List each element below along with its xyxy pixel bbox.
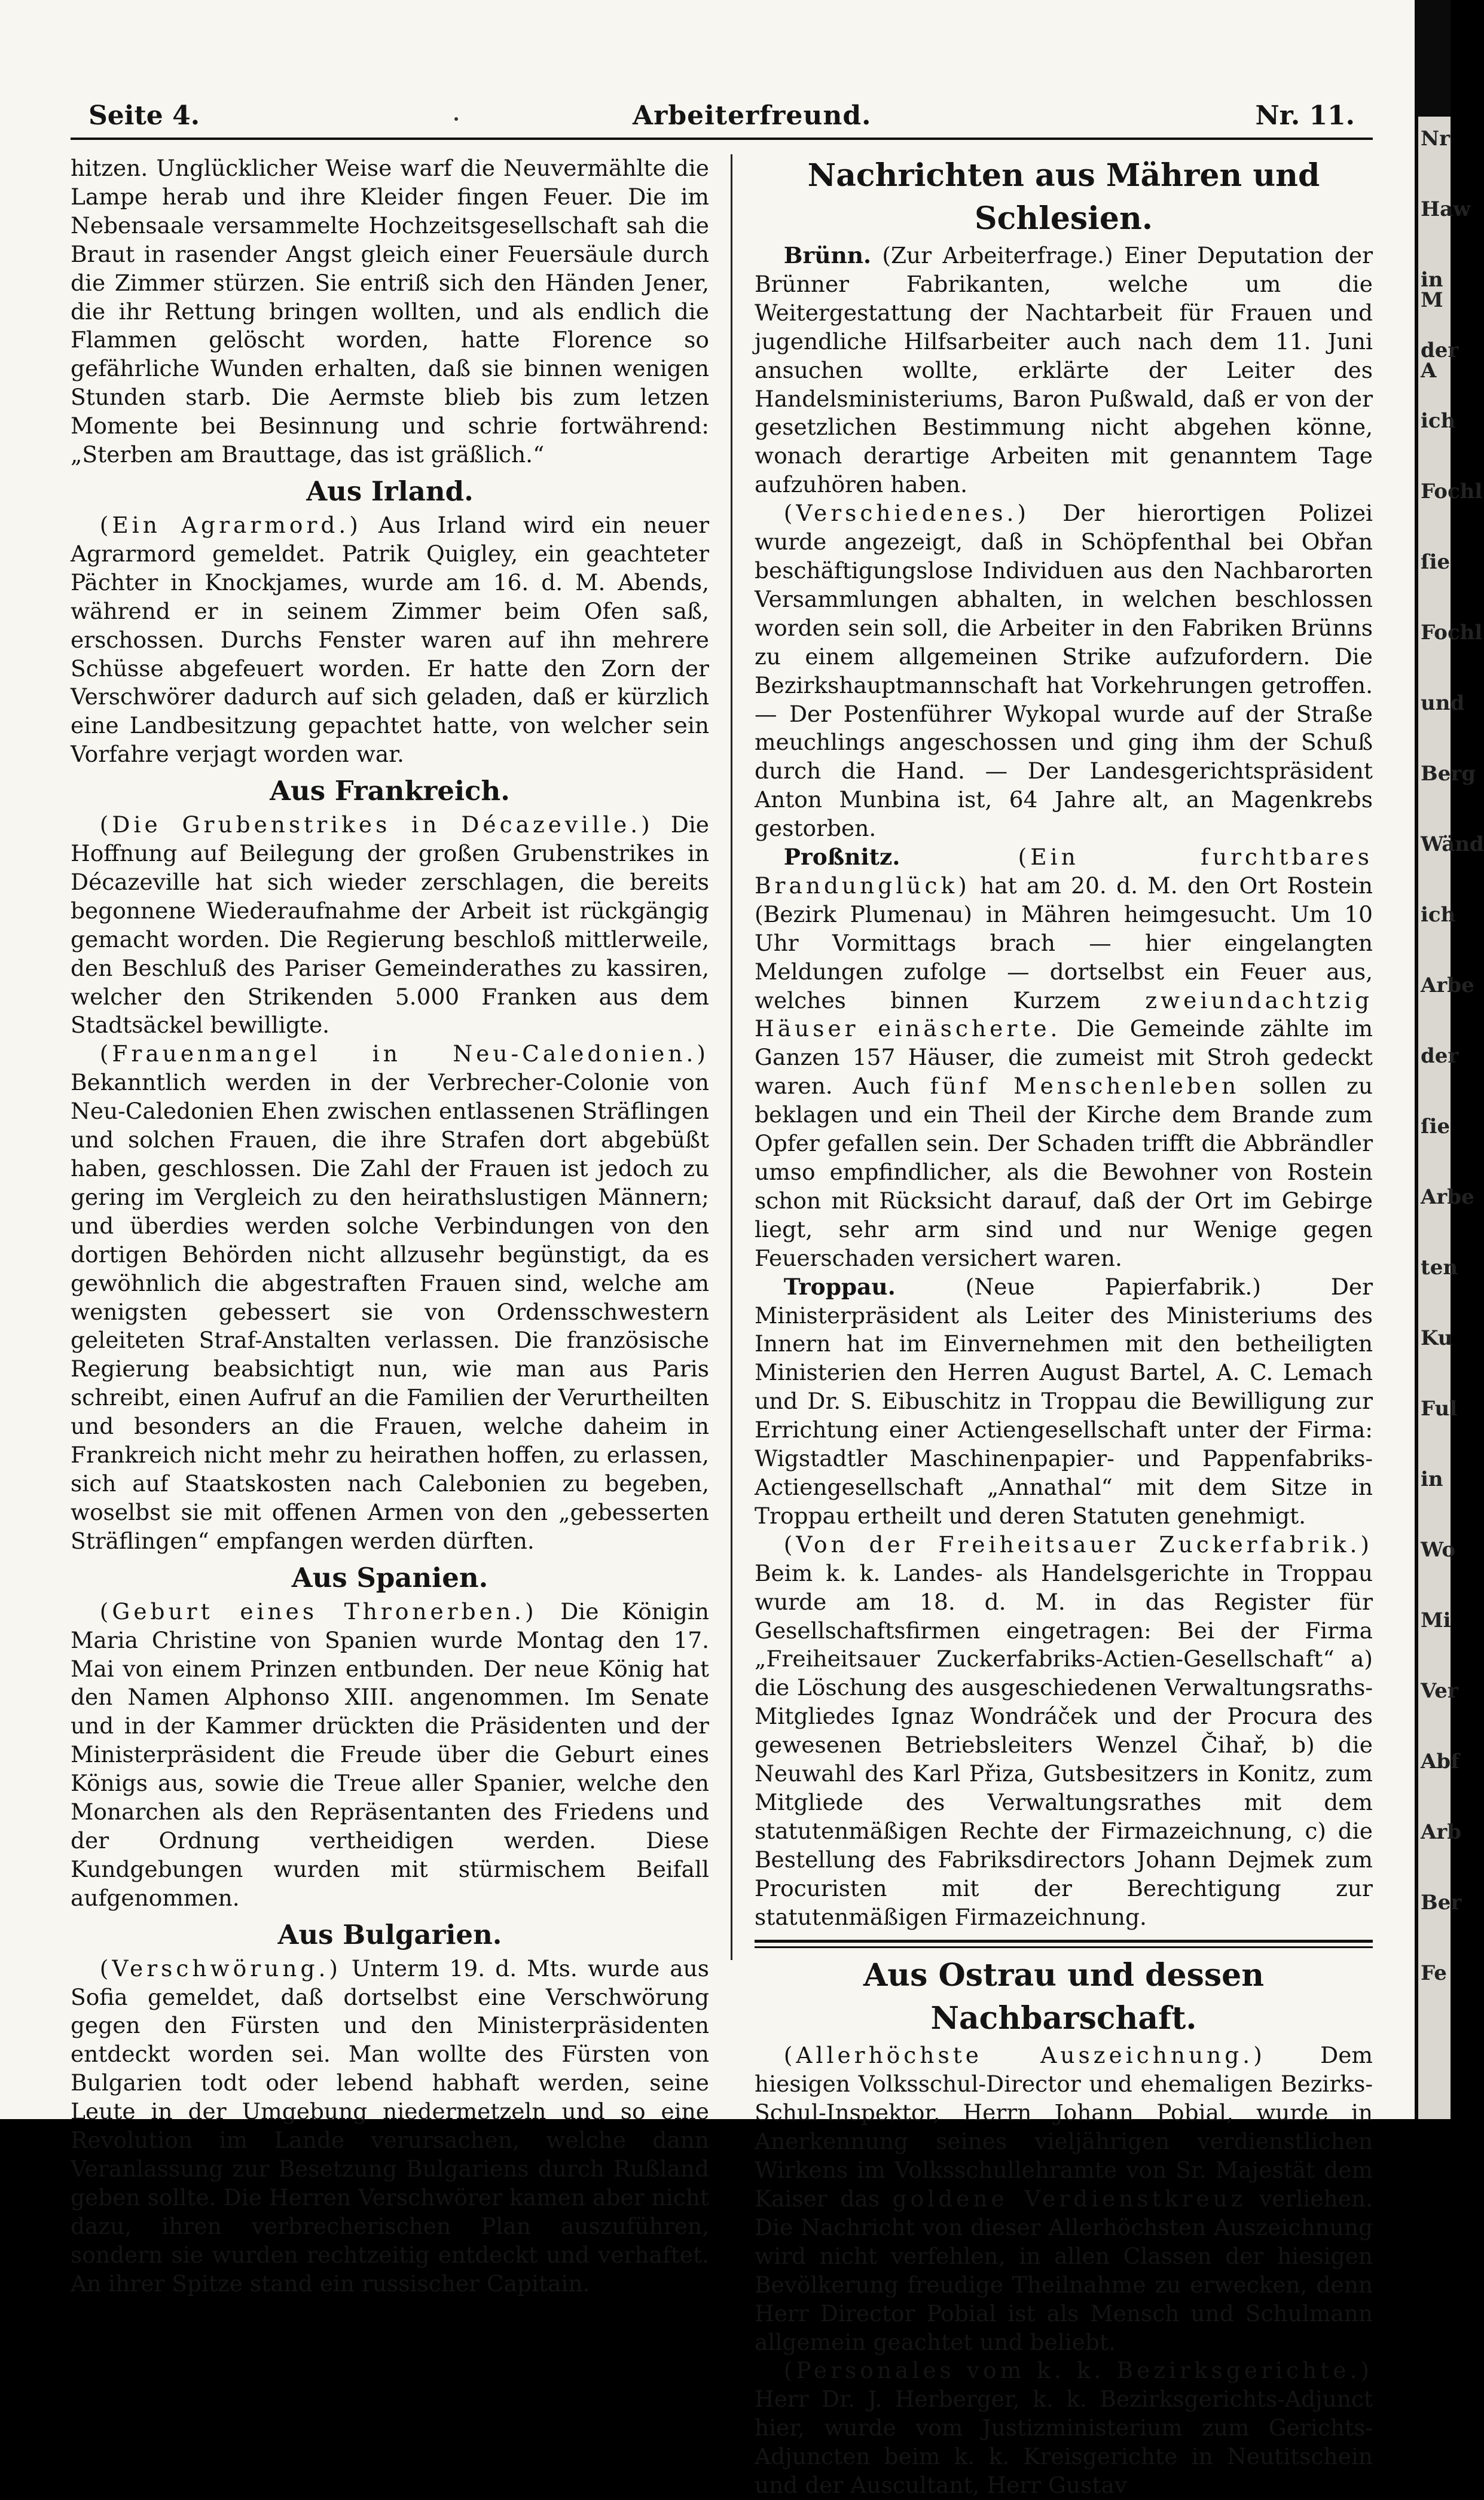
section-heading-bulgarien: Aus Bulgarien. — [277, 1918, 502, 1950]
adjacent-page-word: Berg — [1421, 762, 1476, 786]
right-column — [755, 154, 1373, 2499]
article-continuation: hitzen. Unglücklicher Weise warf die Neuvermählte die Lampe herab und ihre Kleider fingen Feuer. Die im Nebensaale versammelte Hochzeitsgesellschaft sah die Braut in rasender Angst gleich einer Feuersäule durch die Zimmer stürzen. Sie entriß sich den Händen Jener, die ihr Rettung bringen wollten, und als endlich die Flammen gelöscht worden, hatte Florence so gefährliche Wunden erhalten, daß sie binnen wenigen Stunden starb. Die Aermste blieb bis zum letzen Momente bei Besinnung und schrie fortwährend: „Sterben am Brauttage, das ist gräßlich.“ — [71, 155, 709, 468]
article-lead: (Frauenmangel in Neu-Caledonien.) — [99, 1040, 709, 1067]
article-auszeichnung — [755, 2041, 1373, 2356]
article-frauenmangel — [71, 1040, 709, 1555]
section-heading-spanien: Aus Spanien. — [291, 1561, 488, 1594]
adjacent-page-word: Mi — [1421, 1608, 1451, 1632]
adjacent-page-word: ich — [1421, 409, 1456, 433]
article-body: Herr Dr. J. Herberger, k. k. Bezirksgerichts-Adjunct hier, wurde vom Justizministerium zum Gerichts-Adjuncten beim k. k. Kreisgerichte in Neutitschein und der Auscultant, Herr Gustav — [755, 2386, 1373, 2499]
article-body: Die Hoffnung auf Beilegung der großen Grubenstrikes in Décazeville hat sich wieder zerschlagen, die bereits begonnene Wiederaufnahme der Arbeit ist rückgängig gemacht worden. Die Regierung beschloß mittlerweile, den Beschluß des Pariser Gemeinderathes zu kassiren, welcher den Strikenden 5.000 Franken aus dem Stadtsäckel bewilligte. — [71, 811, 710, 1039]
article-lead: (Verschwörung.) — [99, 1955, 341, 1982]
article-troppau — [755, 1273, 1373, 1531]
article-lead: (Zur Arbeiterfrage.) — [882, 242, 1113, 268]
article-body: Beim k. k. Landes- als Handelsgerichte in Troppau wurde am 18. d. M. in das Register für Gesellschaftsfirmen eingetragen: Bei der Firma „Freiheitsauer Zuckerfabriks-Actien-Gesellschaft“ a) die Löschung des ausgeschiedenen Verwaltungsraths-Mitgliedes Ignaz Wondráček und der Procura des gewesenen Betriebsleiters Wenzel Čihař, b) die Neuwahl des Karl Přiza, Gutsbesitzers in Konitz, zum Mitgliede des Verwaltungsrathes mit dem statutenmäßigen Rechte der Firmazeichnung, c) die Bestellung des Fabriksdirectors Johann Dejmek zum Procuristen mit der Berechtigung zur statutenmäßigen Firmazeichnung. — [755, 1559, 1373, 1930]
article-body: Der hierortigen Polizei wurde angezeigt, daß in Schöpfenthal bei Obřan beschäftigungslose Individuen aus den Nachbarorten Versammlungen abhalten, in welchen beschlossen worden sein soll, die Arbeiter in den Fabriken Brünns zu einem allgemeinen Strike aufzufordern. Die Bezirkshauptmannschaft hat Vorkehrungen getroffen. — Der Postenführer Wykopal wurde auf der Straße meuchlings angeschossen und ging ihm der Schuß durch die Hand. — Der Landesgerichtspräsident Anton Munbina ist, 64 Jahre alt, an Magenkrebs gestorben. — [755, 500, 1373, 842]
page-number: Seite 4. — [88, 100, 200, 131]
article-body: verliehen. Die Nachricht von dieser Allerhöchsten Auszeichnung wird nicht verfehlen, in allen Classen der hiesigen Bevölkerung freudige Theilnahme zu erwecken, denn Herr Director Pobial ist als Mensch und Schulmann allgemein geachtet und beliebt. — [755, 2185, 1373, 2355]
adjacent-page-word: Wänd — [1421, 832, 1484, 856]
adjacent-page-word: Ku — [1421, 1326, 1453, 1350]
adjacent-page-word: ſie — [1421, 1115, 1451, 1138]
article-lead: (Allerhöchste Auszeichnung.) — [783, 2042, 1266, 2069]
issue-number: Nr. 11. — [1255, 100, 1355, 131]
article-personales — [755, 2356, 1373, 2500]
article-body: Unterm 19. d. Mts. wurde aus Sofia gemeldet, daß dortselbst eine Verschwörung gegen den Fürsten und den Ministerpräsidenten entdeckt worden sei. Man wollte des Fürsten von Bulgarien todt oder lebend habhaft werden, seine Leute in der Umgebung niedermetzeln und so eine Revolution im Lande verursachen, welche dann Veranlassung zur Besetzung Bulgariens durch Rußland geben sollte. Die Herren Verschwörer kamen aber nicht dazu, ihren verbrecherischen Plan auszuführen, sondern sie wurden rechtzeitig entdeckt und verhaftet. An ihrer Spitze stand ein russischer Capitain. — [71, 1955, 709, 2297]
section-double-rule — [755, 1940, 1373, 1948]
article-lead: (Verschiedenes.) — [783, 500, 1030, 527]
article-verschwoerung — [71, 1955, 709, 2298]
page-header — [71, 100, 1373, 140]
article-agrarmord — [71, 511, 709, 769]
article-bruenn — [755, 242, 1373, 499]
article-body: Bekanntlich werden in der Verbrecher-Colonie von Neu-Caledonien Ehen zwischen entlassenen Sträflingen und solchen Frauen, die ihre Strafen dort abgebüßt haben, geschlossen. Die Zahl der Frauen ist jedoch zu gering im Vergleich zu den heirathslustigen Männern; und überdies werden solche Verbindungen von den dortigen Behörden nicht allzusehr begünstigt, da es gewöhnlich die abgestraften Frauen sind, welche am wenigsten gebessert sie von Ordensschwestern geleiteten Straf-Anstalten verlassen. Die französische Regierung beabsichtigt nun, wie man aus Paris schreibt, einen Aufruf an die Familien der Verurtheilten und besonders an die Frauen, welche daheim in Frankreich nicht mehr zu heirathen hoffen, zu erlassen, sich auf Staatskosten nach Calebonien zu begeben, woselbst sie mit offenen Armen von den „gebesserten Sträflingen“ empfangen werden dürften. — [71, 1069, 709, 1554]
article-body: Einer Deputation der Brünner Fabrikanten, welche um die Weitergestattung der Nachtarbeit für Frauen und jugendliche Hilfsarbeiter auch nach dem 11. Juni ansuchen wollte, erklärte der Leiter des Handelsministeriums, Baron Pußwald, daß er von der gesetzlichen Bestimmung nicht abgehen könne, wonach derartige Arbeiten mit genanntem Tage aufzuhören haben. — [755, 242, 1373, 498]
adjacent-page-word: Ver — [1421, 1679, 1458, 1703]
article-lead: (Personales vom k. k. Bezirksgerichte.) — [783, 2357, 1373, 2384]
article-body: Die Gemeinde zählte im Ganzen 157 Häuser, die zumeist mit Stroh gedeckt waren. Auch — [755, 1015, 1373, 1100]
adjacent-page-word: der — [1421, 1044, 1459, 1068]
adjacent-page-word: Arbe — [1421, 1185, 1474, 1209]
section-heading-ostrau: Aus Ostrau und dessen Nachbarschaft. — [863, 1957, 1265, 2037]
adjacent-page-word: ich — [1421, 903, 1456, 927]
article-body: Dem hiesigen Volksschul-Director und ehemaligen Bezirks-Schul-Inspektor, Herrn Johann Pobial, wurde in Anerkennung seines vieljährigen verdienstlichen Wirkens im Volksschullehramte von Sr. Majestät dem Kaiser das — [755, 2042, 1373, 2212]
section-heading-irland: Aus Irland. — [306, 475, 474, 507]
dateline: Troppau. — [783, 1273, 896, 1300]
article-lead: (Neue Papierfabrik.) — [965, 1273, 1261, 1300]
masthead-title: Arbeiterfreund. — [633, 100, 872, 131]
article-body: sollen zu beklagen und ein Theil der Kirche dem Brande zum Opfer gefallen sein. Der Schaden trifft die Abbrändler umso empfindlicher, als die Bewohner von Rostein schon mit Rücksicht darauf, daß der Ort im Gebirge liegt, sehr arm sind und nur Wenige gegen Feuerschaden versichert waren. — [755, 1073, 1373, 1271]
adjacent-page-word: Fochl — [1421, 480, 1483, 503]
section-heading-frankreich: Aus Frankreich. — [270, 775, 510, 807]
article-thronerbe — [71, 1598, 709, 1913]
adjacent-page-word: in — [1421, 1467, 1443, 1491]
left-column — [71, 154, 710, 2297]
adjacent-page-word: Wo — [1421, 1538, 1456, 1562]
adjacent-page-word: Ber — [1421, 1891, 1462, 1915]
adjacent-page-word: Haw — [1421, 197, 1471, 221]
article-body: hat am 20. d. M. den Ort Rostein (Bezirk Plumenau) in Mähren heimgesucht. Um 10 Uhr Vormittags brach — hier eingelangten Meldungen zufolge — dortselbst ein Feuer aus, welches binnen Kurzem — [755, 872, 1373, 1014]
section-heading-maehren: Nachrichten aus Mähren und Schlesien. — [807, 157, 1320, 237]
emphasis-text: fünf Menschenleben — [930, 1073, 1240, 1100]
emphasis-text: goldene Verdienstkreuz — [892, 2185, 1247, 2212]
article-zuckerfabrik — [755, 1531, 1373, 1932]
adjacent-page-word: ten — [1421, 1256, 1458, 1280]
dateline: Proßnitz. — [783, 844, 900, 871]
adjacent-page-word: Abf — [1421, 1750, 1459, 1773]
adjacent-page-fragment — [1418, 117, 1484, 2119]
adjacent-page-word: Fe — [1421, 1961, 1447, 1985]
article-prossnitz — [755, 843, 1373, 1273]
adjacent-page-word: Arb — [1421, 1820, 1462, 1844]
emphasis-text: zweiundachtzig Häuser einäscherte. — [755, 987, 1373, 1042]
article-lead: (Ein furchtbares Brandunglück) — [755, 844, 1373, 899]
article-body: Die Königin Maria Christine von Spanien wurde Montag den 17. Mai von einem Prinzen entbunden. Der neue König hat den Namen Alphonso XIII. angenommen. Im Senate und in der Kammer drückten die Präsidenten und der Ministerpräsident die Freude über die Geburt eines Königs aus, sowie die Treue aller Spanier, welche den Monarchen als den Repräsentanten des Friedens und der Ordnung vertheidigen werden. Diese Kundgebungen wurden mit stürmischem Beifall aufgenommen. — [71, 1598, 709, 1911]
article-lead: (Die Grubenstrikes in Décazeville.) — [99, 811, 654, 838]
dateline: Brünn. — [783, 242, 872, 268]
adjacent-page-word: Ful — [1421, 1397, 1458, 1421]
header-rule — [71, 138, 1373, 140]
article-body: Der Ministerpräsident als Leiter des Ministeriums des Innern hat im Einvernehmen mit den betheiligten Ministerien den Herren August Bartel, A. C. Lemach und Dr. S. Eibuschitz in Troppau die Bewilligung zur Errichtung einer Actiengesellschaft unter der Firma: Wigstadtler Maschinenpapier- und Pappenfabriks-Actiengesellschaft „Annathal“ mit dem Sitze in Troppau ertheilt und deren Statuten genehmigt. — [755, 1273, 1373, 1529]
adjacent-page-word: Fochl — [1421, 621, 1483, 645]
adjacent-page-word: in M — [1421, 268, 1443, 312]
adjacent-page-word: Arbe — [1421, 973, 1474, 997]
article-lead: (Ein Agrarmord.) — [99, 511, 362, 538]
article-grubenstrikes — [71, 811, 709, 1040]
article-lead: (Geburt eines Thronerben.) — [99, 1598, 538, 1625]
adjacent-page-word: und — [1421, 691, 1465, 715]
adjacent-page-word: der A — [1421, 338, 1459, 383]
column-divider — [731, 154, 732, 1960]
adjacent-page-word: Nr — [1421, 127, 1450, 151]
article-body: Aus Irland wird ein neuer Agrarmord gemeldet. Patrik Quigley, ein geachteter Pächter in Knockjames, wurde am 16. d. M. Abends, während er in seinem Zimmer beim Ofen saß, erschossen. Durchs Fenster waren auf ihn mehrere Schüsse abgefeuert worden. Er hatte den Zorn der Verschwörer dadurch auf sich geladen, daß er kürzlich eine Landbesitzung gepachtet hatte, von welcher sein Vorfahre verjagt worden war. — [71, 511, 710, 768]
article-verschiedenes — [755, 499, 1373, 843]
article-lead: (Von der Freiheitsauer Zuckerfabrik.) — [783, 1531, 1373, 1558]
ink-speck — [454, 117, 458, 121]
adjacent-page-word: ſie — [1421, 550, 1451, 574]
